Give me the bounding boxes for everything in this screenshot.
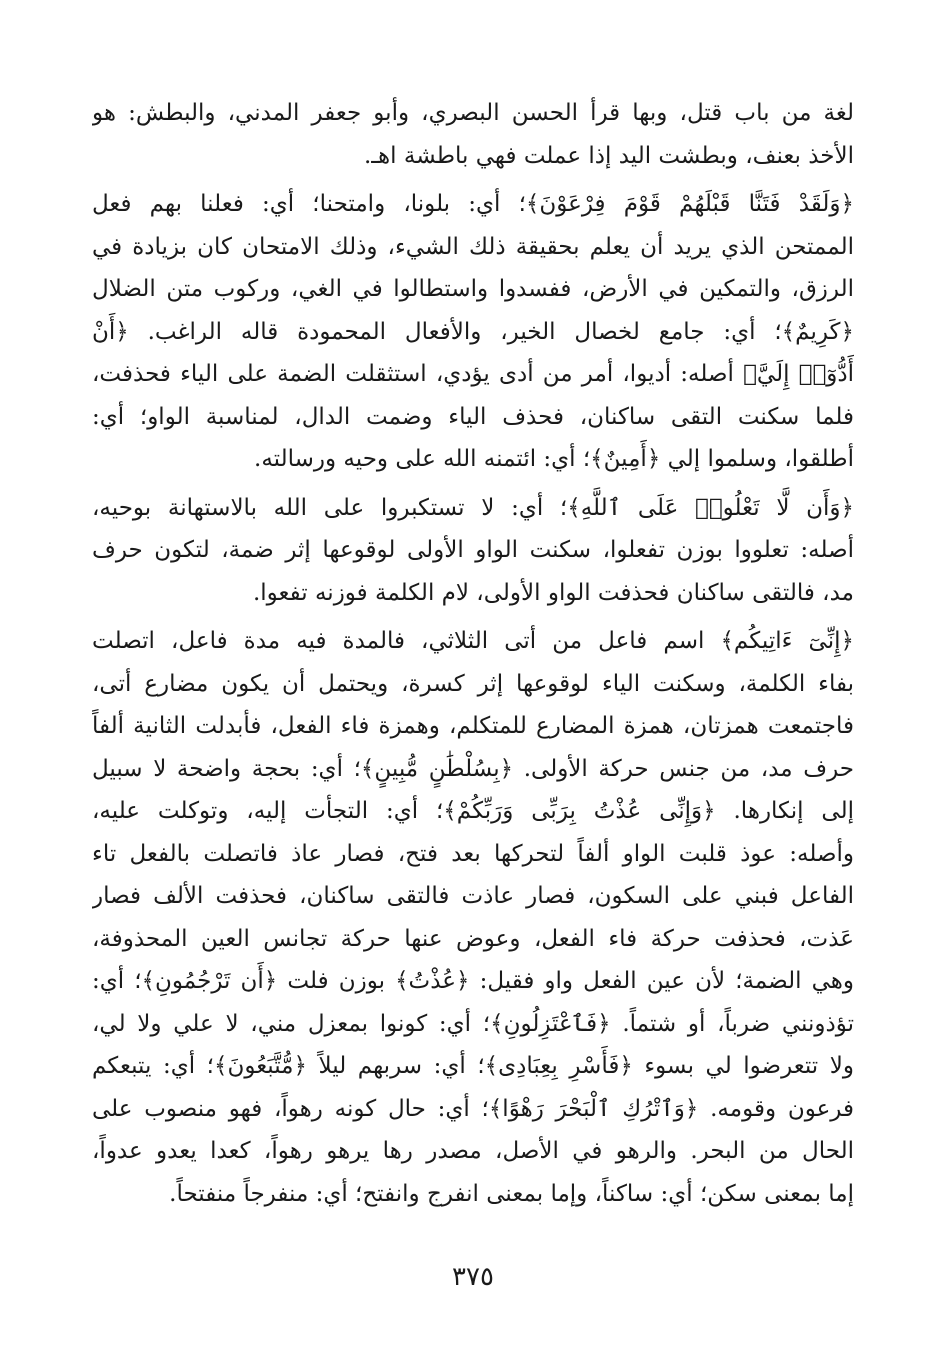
text-line: إما بمعنى سكن؛ أي: ساكناً، وإما بمعنى انفرج وانفتح؛ أي: منفرجاً منفتحاً. xyxy=(169,1180,854,1207)
text-line: وأصله: عوذ قلبت الواو ألفاً لتحركها بعد فتح، فصار عاذ فاتصلت بالفعل تاء xyxy=(92,840,854,867)
text-line: فاجتمعت همزتان، همزة المضارع للمتكلم، وهمزة فاء الفعل، فأبدلت الثانية ألفاً xyxy=(92,713,854,739)
text-line: ﴿وَأَن لَّا تَعْلُوا۟ عَلَى ٱللَّهِ﴾؛ أي: لا تستكبروا على الله بالاستهانة بوحيه، xyxy=(92,494,854,521)
text-line: عَذت، فحذفت حركة فاء الفعل، وعوض عنها حركة تجانس العين المحذوفة، xyxy=(92,925,854,952)
text-line: أطلقوا، وسلموا إلي ﴿أَمِينٌ﴾؛ أي: ائتمنه الله على وحيه ورسالته. xyxy=(254,446,854,472)
text-line: الحال من البحر. والرهو في الأصل، مصدر رها يرهو رهواً، كعدا يعدو عدواً، xyxy=(92,1138,854,1164)
paragraph-2 xyxy=(92,183,854,481)
text-line: الرزق، والتمكين في الأرض، ففسدوا واستطالوا في الغي، وركوب متن الضلال xyxy=(92,276,854,302)
text-line: ﴿وَلَقَدْ فَتَنَّا قَبْلَهُمْ قَوْمَ فِرْعَوْنَ﴾؛ أي: بلونا، وامتحنا؛ أي: فعلنا بهم فعل xyxy=(92,191,854,217)
text-line: وهي الضمة؛ لأن عين الفعل واو فقيل: ﴿عُذْتُ﴾ بوزن فلت ﴿أَن تَرْجُمُونِ﴾؛ أي: xyxy=(92,968,854,994)
text-line: ﴿كَرِيمٌ﴾؛ أي: جامع لخصال الخير، والأفعال المحمودة قاله الراغب. ﴿أَنْ xyxy=(92,318,854,345)
text-line: الفاعل فبني على السكون، فصار عاذت فالتقى ساكنان، فحذفت الألف فصار xyxy=(92,883,854,909)
text-line: أصله: تعلووا بوزن تفعلوا، سكنت الواو الأولى لوقوعها إثر ضمة، لتكون حرف xyxy=(92,537,854,563)
body-text xyxy=(92,92,854,1215)
text-line: فرعون وقومه. ﴿وَٱتْرُكِ ٱلْبَحْرَ رَهْوًا﴾؛ أي: حال كونه رهواً، فهو منصوب على xyxy=(92,1095,854,1122)
text-line: مد، فالتقى ساكنان فحذفت الواو الأولى، لام الكلمة فوزنه تفعوا. xyxy=(252,579,854,606)
text-line: تؤذونني ضرباً، أو شتماً. ﴿فَٱعْتَزِلُونِ﴾؛ أي: كونوا بمعزل مني، لا علي ولا لي، xyxy=(92,1010,854,1037)
paragraph-1 xyxy=(92,92,854,177)
text-line: فلما سكنت التقى ساكنان، فحذف الياء وضمت الدال، لمناسبة الواو؛ أي: xyxy=(92,403,854,430)
text-line: أَدُّوٓا۟ إِلَيَّ﴾ أصله: أديوا، أمر من أدى يؤدي، استثقلت الضمة على الياء فحذفت، xyxy=(92,361,854,387)
text-line: الأخذ بعنف، وبطشت اليد إذا عملت فهي باطشة اهـ. xyxy=(364,142,854,169)
text-line: ولا تتعرضوا لي بسوء ﴿فَأَسْرِ بِعِبَادِى﴾؛ أي: سربهم ليلاً ﴿مُّتَّبَعُونَ﴾؛ أي: يتبعكم xyxy=(92,1053,854,1079)
text-line: ﴿إِنِّىٓ ءَاتِيكُم﴾ اسم فاعل من أتى الثلاثي، فالمدة فيه مدة فاعل، اتصلت xyxy=(92,628,854,654)
text-line: الممتحن الذي يريد أن يعلم بحقيقة ذلك الشيء، وذلك الامتحان كان بزيادة في xyxy=(92,233,854,260)
text-line: بفاء الكلمة، وسكنت الياء لوقوعها إثر كسرة، ويحتمل أن يكون مضارع أتى، xyxy=(92,670,854,697)
text-line: إلى إنكارها. ﴿وَإِنِّى عُذْتُ بِرَبِّى وَرَبِّكُمْ﴾؛ أي: التجأت إليه، وتوكلت عليه، xyxy=(92,798,854,824)
text-line: حرف مد، من جنس حركة الأولى. ﴿بِسُلْطَٰنٍ مُّبِينٍ﴾؛ أي: بحجة واضحة لا سبيل xyxy=(92,755,854,782)
text-line: لغة من باب قتل، وبها قرأ الحسن البصري، وأبو جعفر المدني، والبطش: هو xyxy=(92,100,854,126)
paragraph-4 xyxy=(92,620,854,1215)
paragraph-3 xyxy=(92,487,854,615)
page-number: ٣٧٥ xyxy=(452,1262,494,1292)
